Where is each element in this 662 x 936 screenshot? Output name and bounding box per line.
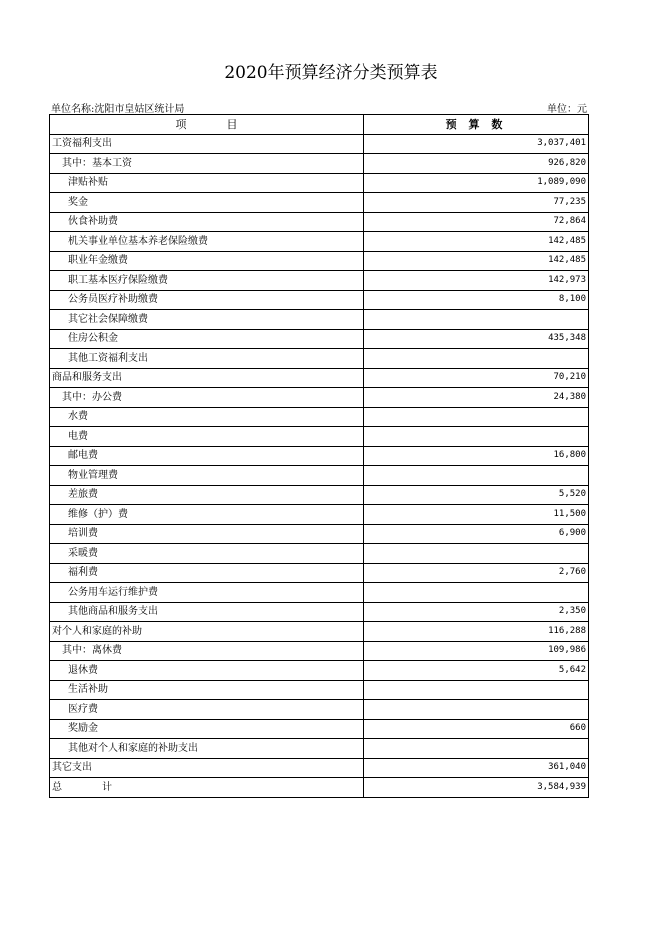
row-amount: 72,864 xyxy=(364,212,589,232)
row-item-label: 奖励金 xyxy=(50,719,364,739)
row-amount: 11,500 xyxy=(364,505,589,525)
row-amount: 24,380 xyxy=(364,388,589,408)
column-header-amount xyxy=(364,115,589,135)
row-amount xyxy=(364,310,589,330)
budget-table xyxy=(49,114,589,798)
row-item-label: 其中：基本工资 xyxy=(50,154,364,174)
row-item-label: 其他商品和服务支出 xyxy=(50,602,364,622)
row-item-label: 维修（护）费 xyxy=(50,505,364,525)
table-row xyxy=(50,602,589,622)
row-amount: 361,040 xyxy=(364,758,589,778)
row-item-label: 其它支出 xyxy=(50,758,364,778)
row-item-label: 公务员医疗补助缴费 xyxy=(50,290,364,310)
row-item-label: 其中：办公费 xyxy=(50,388,364,408)
total-row xyxy=(50,778,589,798)
row-item-label: 采暖费 xyxy=(50,544,364,564)
table-row xyxy=(50,329,589,349)
table-row xyxy=(50,758,589,778)
row-item-label: 职业年金缴费 xyxy=(50,251,364,271)
table-row xyxy=(50,134,589,154)
table-row xyxy=(50,349,589,369)
table-row xyxy=(50,290,589,310)
table-header-row xyxy=(50,115,589,135)
table-row xyxy=(50,524,589,544)
row-amount: 5,520 xyxy=(364,485,589,505)
row-item-label: 水费 xyxy=(50,407,364,427)
row-item-label: 物业管理费 xyxy=(50,466,364,486)
table-row xyxy=(50,661,589,681)
table-row xyxy=(50,154,589,174)
row-item-label: 其他对个人和家庭的补助支出 xyxy=(50,739,364,759)
table-row xyxy=(50,271,589,291)
table-row xyxy=(50,232,589,252)
table-row xyxy=(50,368,589,388)
row-item-label: 工资福利支出 xyxy=(50,134,364,154)
table-row xyxy=(50,485,589,505)
row-item-label: 对个人和家庭的补助 xyxy=(50,622,364,642)
row-amount: 16,800 xyxy=(364,446,589,466)
row-amount xyxy=(364,680,589,700)
table-row xyxy=(50,407,589,427)
table-row xyxy=(50,563,589,583)
row-amount: 5,642 xyxy=(364,661,589,681)
row-item-label: 职工基本医疗保险缴费 xyxy=(50,271,364,291)
column-header-item xyxy=(50,115,364,135)
row-amount: 142,485 xyxy=(364,232,589,252)
table-row xyxy=(50,466,589,486)
row-amount: 77,235 xyxy=(364,193,589,213)
total-label xyxy=(50,778,364,798)
table-row xyxy=(50,680,589,700)
row-amount: 660 xyxy=(364,719,589,739)
total-amount: 3,584,939 xyxy=(364,778,589,798)
table-row xyxy=(50,310,589,330)
row-amount xyxy=(364,407,589,427)
row-amount xyxy=(364,466,589,486)
row-amount: 70,210 xyxy=(364,368,589,388)
row-item-label: 其他工资福利支出 xyxy=(50,349,364,369)
row-item-label: 机关事业单位基本养老保险缴费 xyxy=(50,232,364,252)
table-row xyxy=(50,505,589,525)
unit-info-row xyxy=(49,98,587,114)
row-item-label: 其它社会保障缴费 xyxy=(50,310,364,330)
row-amount xyxy=(364,349,589,369)
table-row xyxy=(50,427,589,447)
table-row xyxy=(50,700,589,720)
row-item-label: 生活补助 xyxy=(50,680,364,700)
row-amount: 3,037,401 xyxy=(364,134,589,154)
row-amount: 142,485 xyxy=(364,251,589,271)
column-header-amount-label: 预 算 数 xyxy=(445,117,507,131)
row-amount xyxy=(364,544,589,564)
row-amount: 109,986 xyxy=(364,641,589,661)
row-item-label: 培训费 xyxy=(50,524,364,544)
row-item-label: 退休费 xyxy=(50,661,364,681)
row-amount: 1,089,090 xyxy=(364,173,589,193)
column-header-item-part2: 目 xyxy=(226,117,238,131)
table-row xyxy=(50,193,589,213)
table-row xyxy=(50,739,589,759)
table-row xyxy=(50,544,589,564)
table-row xyxy=(50,641,589,661)
table-row xyxy=(50,212,589,232)
row-item-label: 其中：离休费 xyxy=(50,641,364,661)
table-row xyxy=(50,622,589,642)
currency-unit: 单位：元 xyxy=(547,104,587,115)
total-label-part2: 计 xyxy=(102,781,112,793)
row-amount: 435,348 xyxy=(364,329,589,349)
row-item-label: 差旅费 xyxy=(50,485,364,505)
row-amount: 2,760 xyxy=(364,563,589,583)
row-amount: 926,820 xyxy=(364,154,589,174)
row-amount xyxy=(364,427,589,447)
row-amount: 6,900 xyxy=(364,524,589,544)
total-label-part1: 总 xyxy=(52,781,62,793)
row-amount: 2,350 xyxy=(364,602,589,622)
row-item-label: 津贴补贴 xyxy=(50,173,364,193)
row-item-label: 邮电费 xyxy=(50,446,364,466)
table-row xyxy=(50,388,589,408)
table-row xyxy=(50,251,589,271)
column-header-item-part1: 项 xyxy=(175,117,187,131)
row-item-label: 商品和服务支出 xyxy=(50,368,364,388)
unit-name: 单位名称:沈阳市皇姑区统计局 xyxy=(51,104,185,115)
row-amount xyxy=(364,583,589,603)
table-row xyxy=(50,719,589,739)
row-amount: 116,288 xyxy=(364,622,589,642)
row-item-label: 住房公积金 xyxy=(50,329,364,349)
table-row xyxy=(50,446,589,466)
table-row xyxy=(50,173,589,193)
row-amount xyxy=(364,700,589,720)
page-title: 2020年预算经济分类预算表 xyxy=(224,63,438,83)
row-item-label: 伙食补助费 xyxy=(50,212,364,232)
row-item-label: 医疗费 xyxy=(50,700,364,720)
row-amount: 8,100 xyxy=(364,290,589,310)
row-amount xyxy=(364,739,589,759)
row-item-label: 奖金 xyxy=(50,193,364,213)
row-item-label: 电费 xyxy=(50,427,364,447)
row-item-label: 公务用车运行维护费 xyxy=(50,583,364,603)
row-amount: 142,973 xyxy=(364,271,589,291)
row-item-label: 福利费 xyxy=(50,563,364,583)
table-row xyxy=(50,583,589,603)
